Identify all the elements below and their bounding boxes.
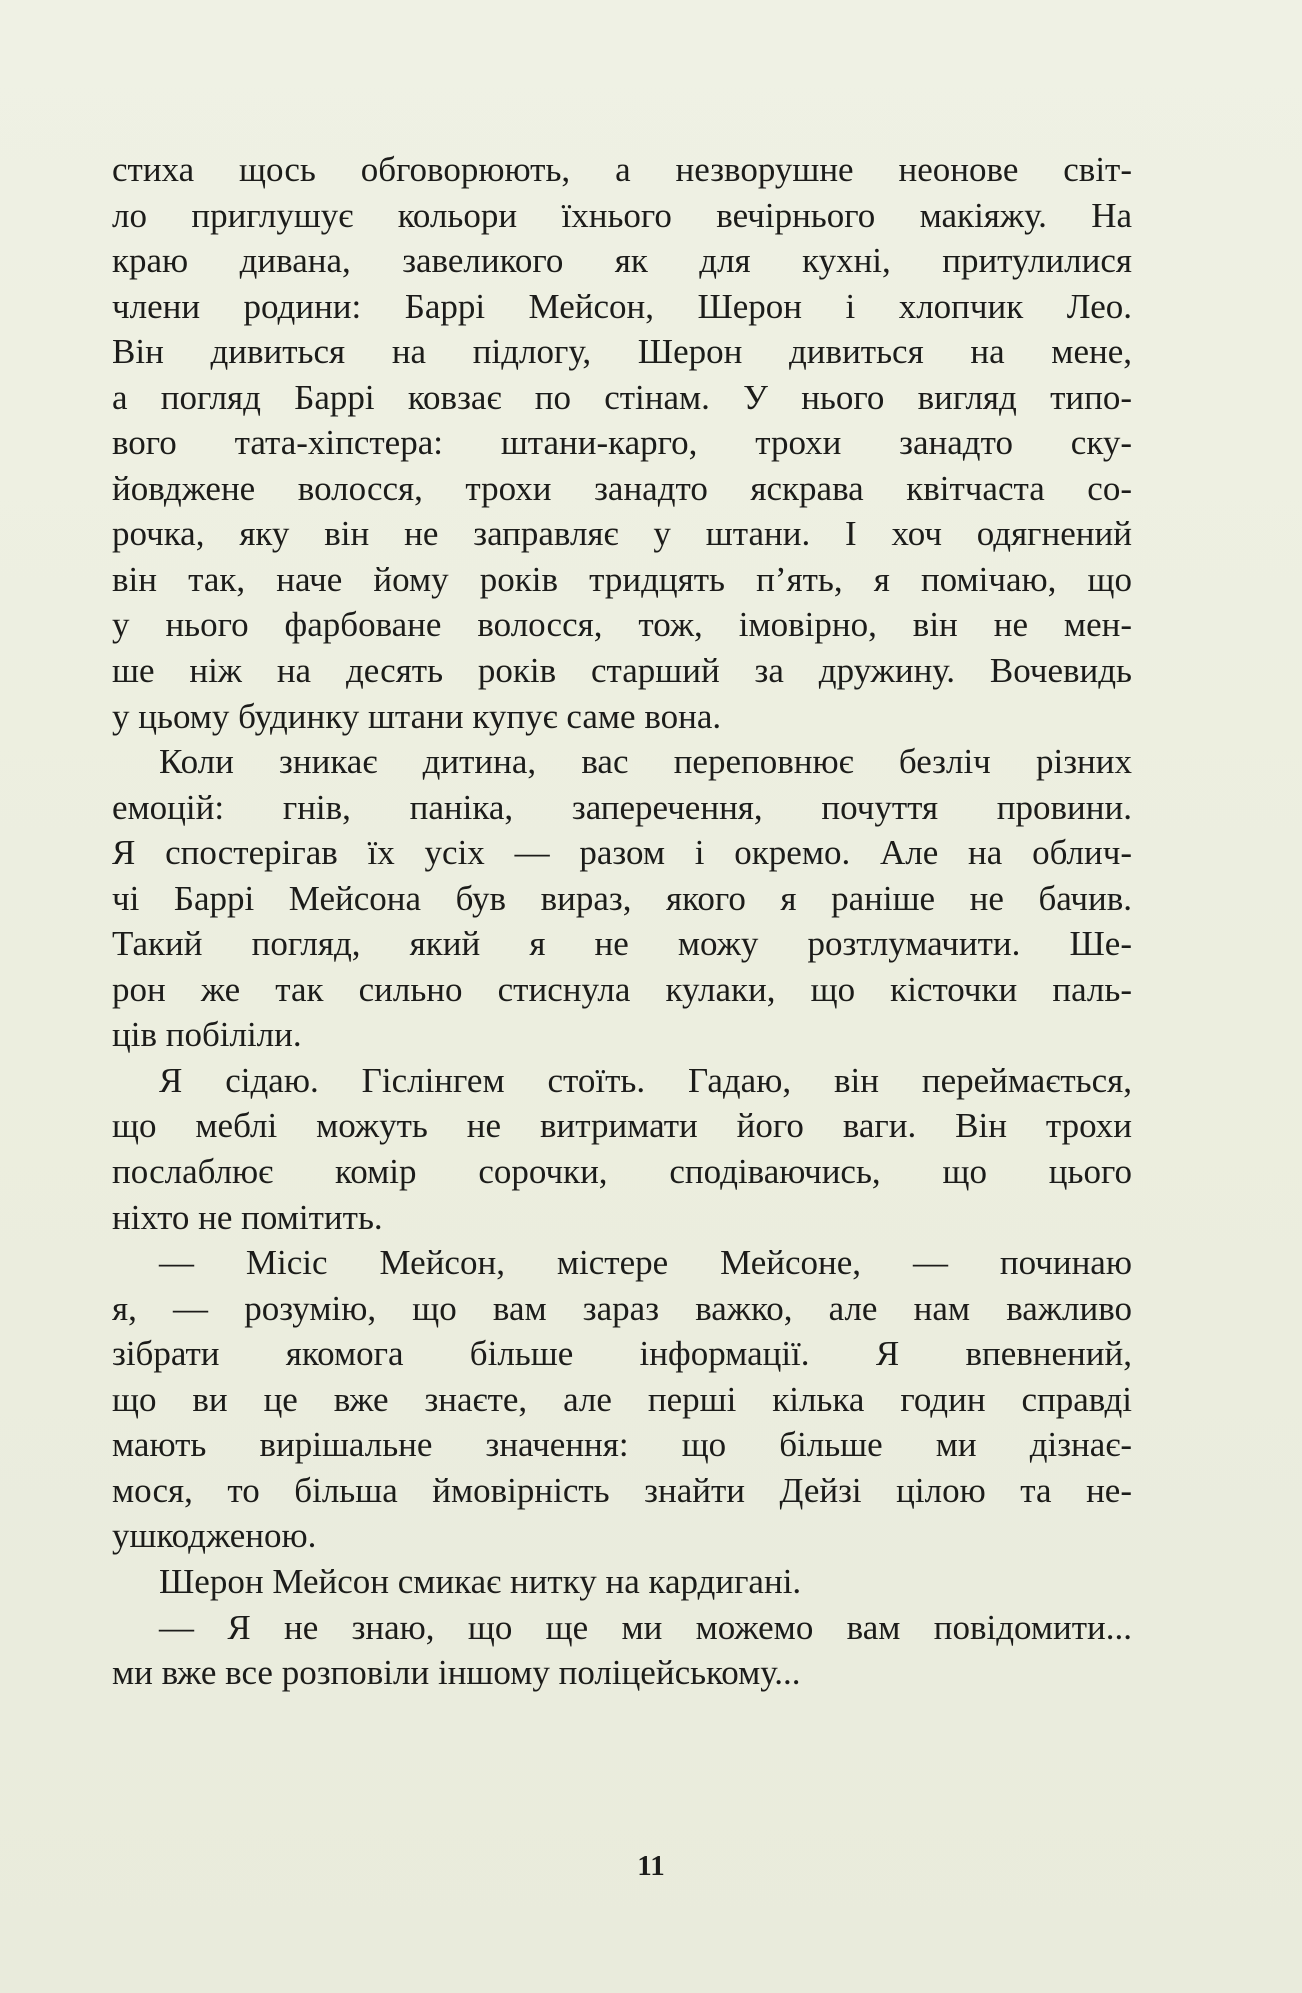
text-line: ніхто не помітить. (112, 1197, 383, 1237)
text-line: а погляд Баррі ковзає по стінам. У нього вигляд типо- (112, 377, 1132, 417)
text-line: вого тата-хіпстера: штани-карго, трохи занадто ску- (112, 423, 1132, 463)
text-line: ло приглушує кольори їхнього вечірнього макіяжу. На (112, 195, 1132, 235)
text-line: у цьому будинку штани купує саме вона. (112, 696, 722, 736)
text-line: мають вирішальне значення: що більше ми дізнає- (112, 1425, 1132, 1465)
text-line: йовджене волосся, трохи занадто яскрава квітчаста со- (112, 468, 1132, 508)
text-line: стиха щось обговорюють, а незворушне неонове світ- (112, 150, 1132, 189)
text-line: що ви це вже знаєте, але перші кілька годин справді (112, 1379, 1132, 1419)
text-line: ців побіліли. (112, 1015, 302, 1055)
body-text (112, 147, 1132, 1696)
text-line: послаблює комір сорочки, сподіваючись, що цього (112, 1152, 1132, 1192)
paragraph-first-line: — Місіс Мейсон, містере Мейсоне, — починаю (159, 1243, 1132, 1283)
text-line: я, — розумію, що вам зараз важко, але нам важливо (112, 1288, 1132, 1328)
text-line: члени родини: Баррі Мейсон, Шерон і хлопчик Лео. (112, 286, 1132, 326)
paragraph-first-line: Шерон Мейсон смикає нитку на кардигані. (159, 1561, 802, 1601)
text-line: що меблі можуть не витримати його ваги. Він трохи (112, 1106, 1132, 1146)
text-line: емоцій: гнів, паніка, заперечення, почуття провини. (112, 787, 1132, 827)
text-line: рочка, яку він не заправляє у штани. І хоч одягнений (112, 514, 1132, 554)
page-number: 11 (637, 1850, 665, 1882)
text-line: Він дивиться на підлогу, Шерон дивиться на мене, (112, 332, 1132, 372)
text-line: Такий погляд, який я не можу розтлумачити. Ше- (112, 924, 1132, 964)
text-line: він так, наче йому років тридцять п’ять, я помічаю, що (112, 559, 1132, 599)
paragraph-first-line: — Я не знаю, що ще ми можемо вам повідомити... (159, 1607, 1132, 1647)
text-line: у нього фарбоване волосся, тож, імовірно, він не мен- (112, 605, 1132, 645)
text-line: чі Баррі Мейсона був вираз, якого я раніше не бачив. (112, 878, 1132, 918)
text-line: ушкодженою. (112, 1516, 317, 1556)
text-line: мося, то більша ймовірність знайти Дейзі цілою та не- (112, 1470, 1132, 1510)
paragraph-first-line: Коли зникає дитина, вас переповнює безліч різних (159, 742, 1132, 782)
text-line: ше ніж на десять років старший за дружину. Вочевидь (112, 651, 1132, 691)
text-line: краю дивана, завеликого як для кухні, притулилися (112, 241, 1132, 281)
paragraph-first-line: Я сідаю. Гіслінгем стоїть. Гадаю, він переймається, (159, 1060, 1132, 1100)
text-line: рон же так сильно стиснула кулаки, що кісточки паль- (112, 969, 1132, 1009)
text-line: Я спостерігав їх усіх — разом і окремо. Але на облич- (112, 833, 1132, 873)
text-line: зібрати якомога більше інформації. Я впевнений, (112, 1334, 1132, 1374)
text-line: ми вже все розповіли іншому поліцейському... (112, 1653, 801, 1693)
